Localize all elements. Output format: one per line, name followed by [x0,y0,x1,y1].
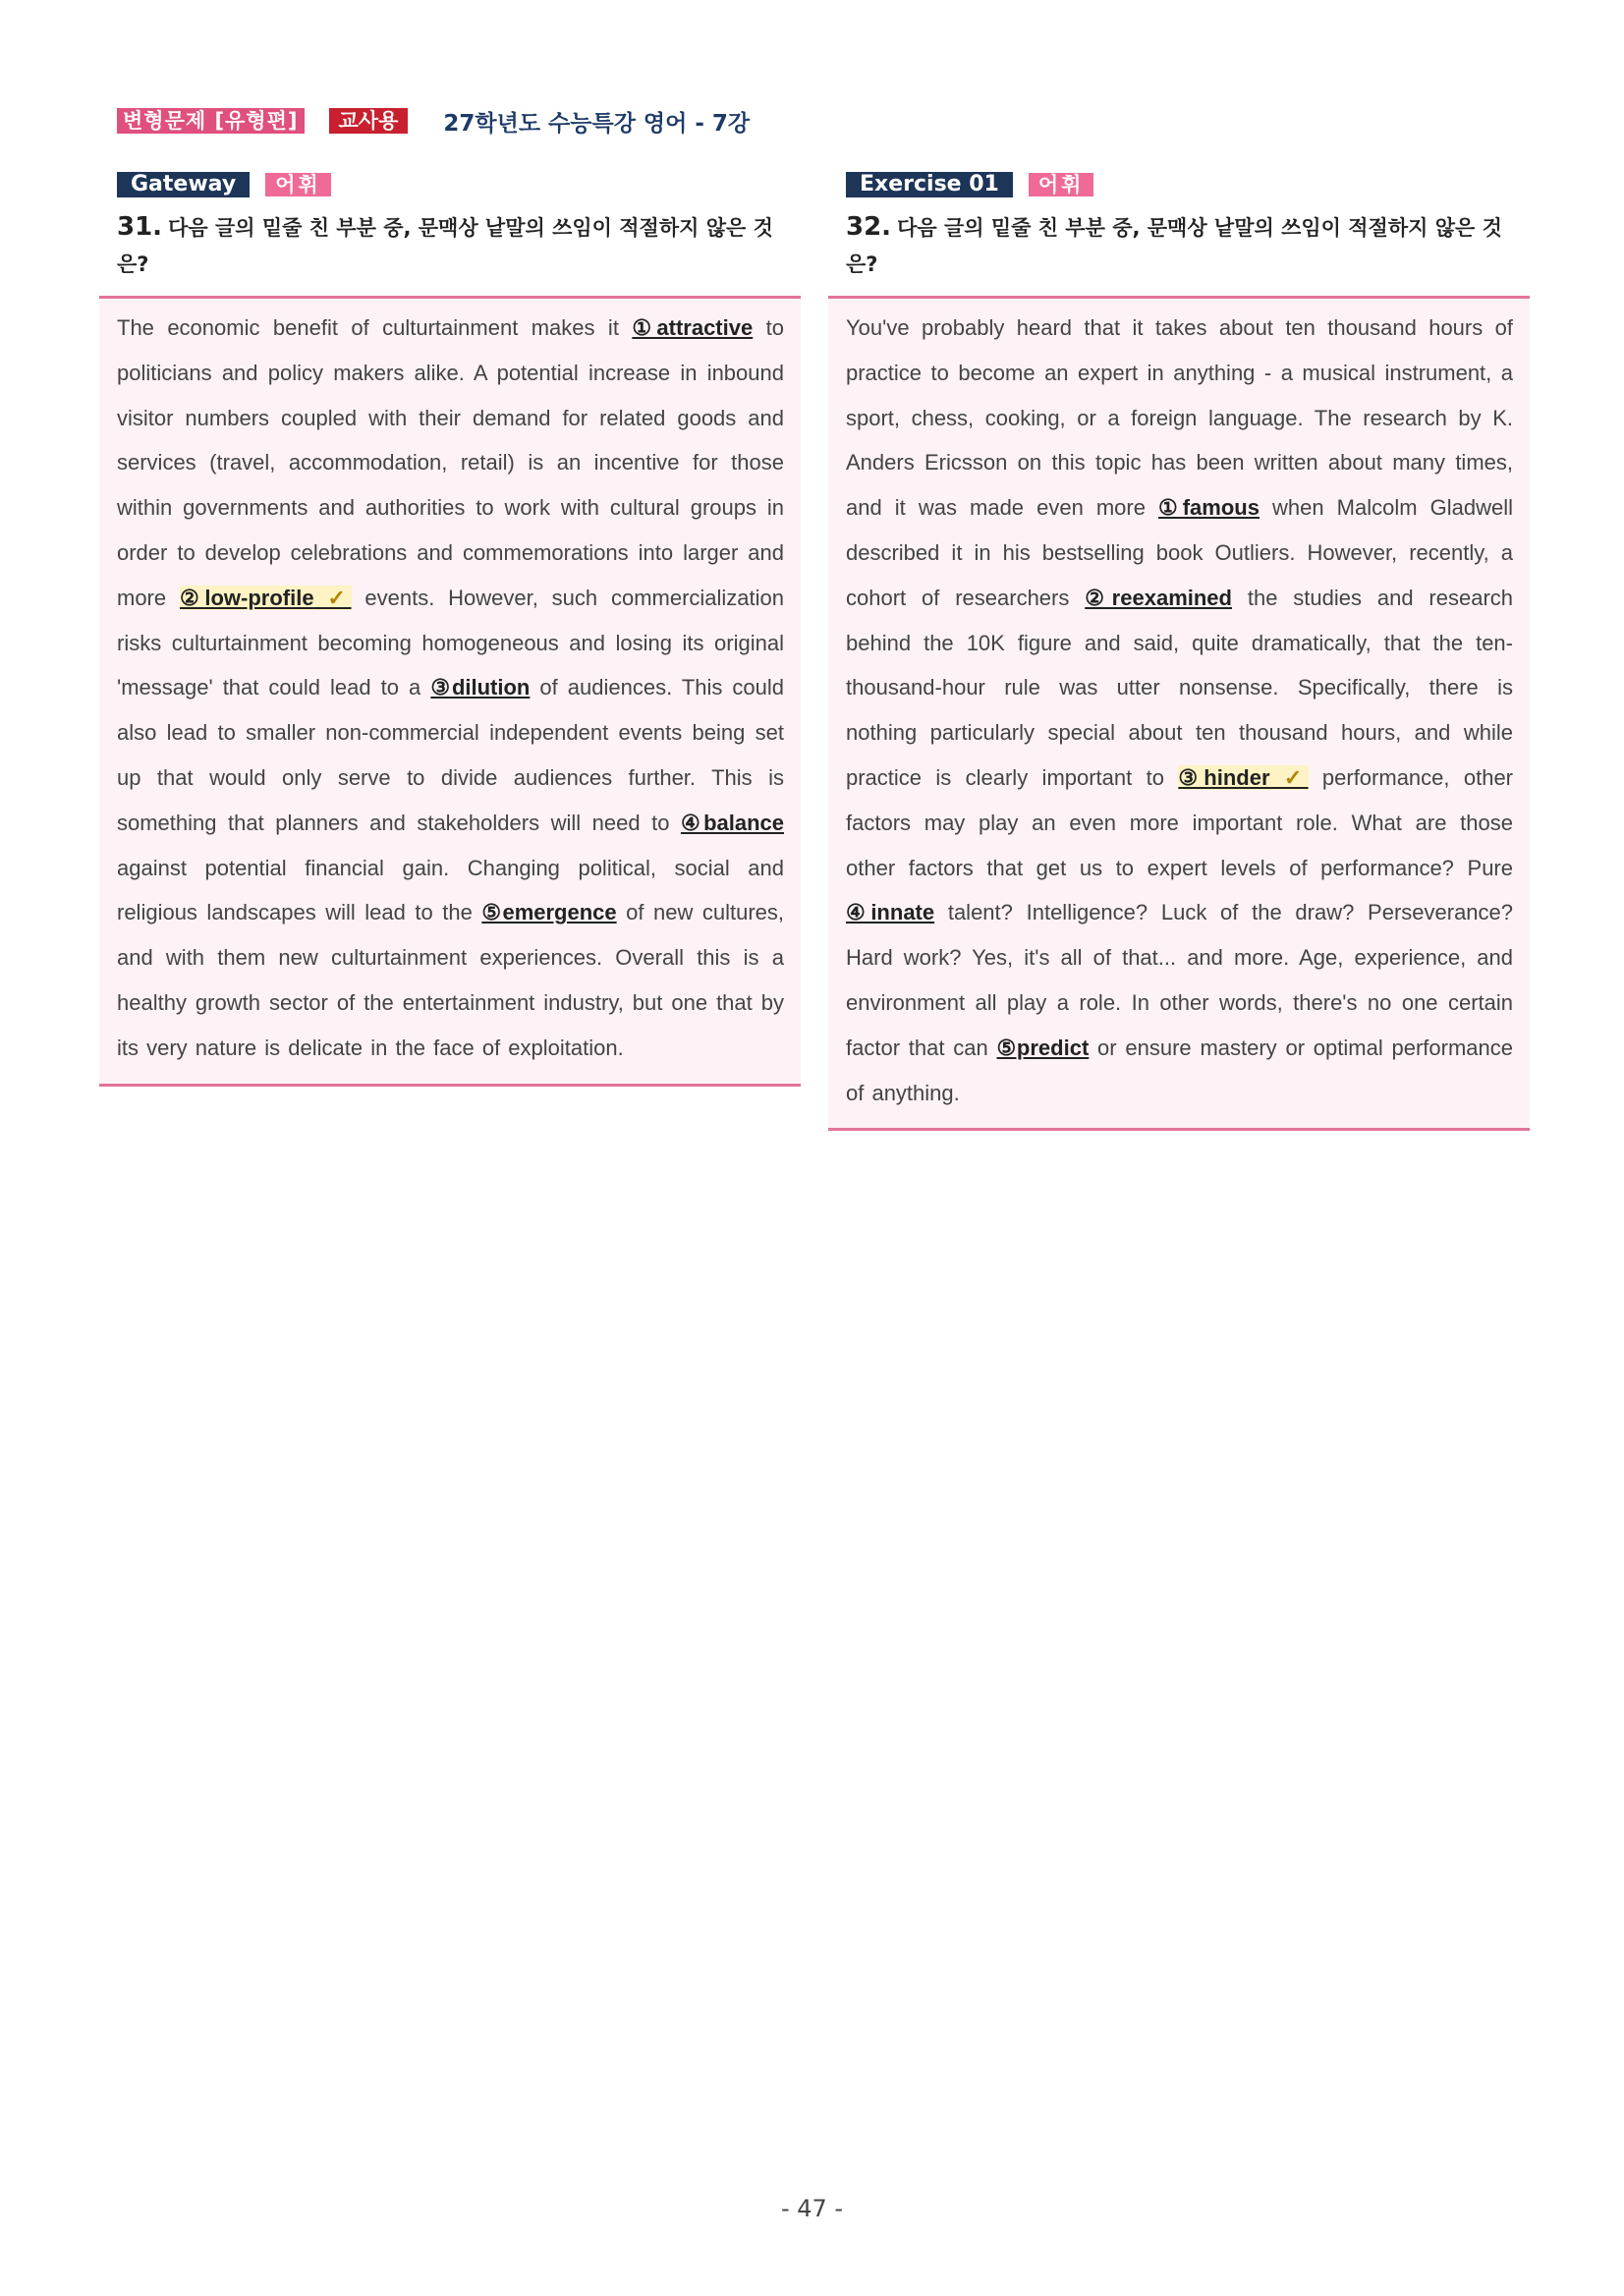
passage-text: events. However, such commercialization risks culturtainment becoming homogeneous and losing its original 'message' that could lead to a [117,585,785,700]
passage-text: The economic benefit of culturtainment makes it [117,315,633,340]
passage-text: the studies and research behind the 10K figure and said, quite dramatically, that the ten-thousand-hour rule was utter nonsense. Specifically, there is nothing particularly special about ten thousand hours, and while practice is clearly important to [846,585,1513,790]
answer-word: ②low-profile [179,585,314,610]
question-32-column [828,172,1530,1131]
underlined-choice-5: ⑤emergence [481,900,617,925]
answer-word: ③hinder [1178,764,1270,790]
section-tag: Exercise 01 [846,172,1013,197]
underlined-choice-2: ②reexamined [1085,585,1232,610]
answer-choice-2 [180,586,352,610]
passage-text: to politicians and policy makers alike. A potential increase in inbound visitor numbers coupled with their demand for related goods and services (travel, accommodation, retail) is an incentive for those within governments and authorities to work with cultural groups in order to develop celebrations and commemorations into larger and more [117,315,784,610]
question-31-labels [117,172,801,197]
question-31-column [99,172,801,1087]
teacher-tag: 교사용 [329,108,409,134]
check-mark-icon: ✓ [313,585,352,610]
category-tag: 어휘 [265,173,331,196]
type-tag: 변형문제 [유형편] [117,108,305,134]
question-32-prompt [846,209,1514,283]
question-text: 다음 글의 밑줄 친 부분 중, 문맥상 낱말의 쓰임이 적절하지 않은 것은? [846,216,1502,276]
passage-text: or ensure mastery or optimal performance of anything. [846,1035,1513,1105]
question-number: 31. [117,212,163,242]
passage-32 [828,296,1530,1131]
question-32-labels [846,172,1530,197]
header-title: 27학년도 수능특강 영어 - 7강 [443,110,751,137]
passage-text: You've probably heard that it takes about ten thousand hours of practice to become an expert in anything - a musical instrument, a sport, chess, cooking, or a foreign language. The research by K. Anders Ericsson on this topic has been written about many times, and it was made even more [846,315,1513,521]
underlined-choice-4: ④balance [680,810,785,835]
passage-text: of audiences. This could also lead to smaller non-commercial independent events being set up that would only serve to divide audiences further. This is something that planners and stakeholders will need to [117,675,785,835]
question-number: 32. [846,212,892,242]
question-31-prompt [117,209,785,283]
underlined-choice-3: ③dilution [430,675,531,700]
underlined-choice-1: ①famous [1158,495,1260,521]
answer-choice-3 [1178,765,1308,790]
section-tag: Gateway [117,172,250,197]
question-text: 다음 글의 밑줄 친 부분 중, 문맥상 낱말의 쓰임이 적절하지 않은 것은? [117,216,773,276]
category-tag: 어휘 [1029,173,1094,196]
underlined-choice-1: ①attractive [632,315,754,340]
passage-text: when Malcolm Gladwell described it in his bestselling book Outliers. However, recently, a cohort of researchers [846,495,1513,610]
passage-text: of new cultures, and with them new culturtainment experiences. Overall this is a healthy growth sector of the entertainment industry, but one that by its very nature is delicate in the face of exploitation. [117,900,785,1060]
passage-text: performance, other factors may play an even more important role. What are those other factors that get us to expert levels of performance? Pure [846,764,1514,880]
underlined-choice-5: ⑤predict [996,1035,1090,1060]
page-number: - 47 - [780,2195,844,2222]
page-header [117,106,750,136]
passage-31 [99,296,801,1087]
passage-text: talent? Intelligence? Luck of the draw? Perseverance? Hard work? Yes, it's all of that... and more. Age, experience, and environment all play a role. In other words, there's no one certain factor that can [846,900,1514,1060]
passage-text: against potential financial gain. Changing political, social and religious landscapes will lead to the [117,855,784,925]
underlined-choice-4: ④innate [846,900,935,925]
check-mark-icon: ✓ [1269,764,1309,790]
